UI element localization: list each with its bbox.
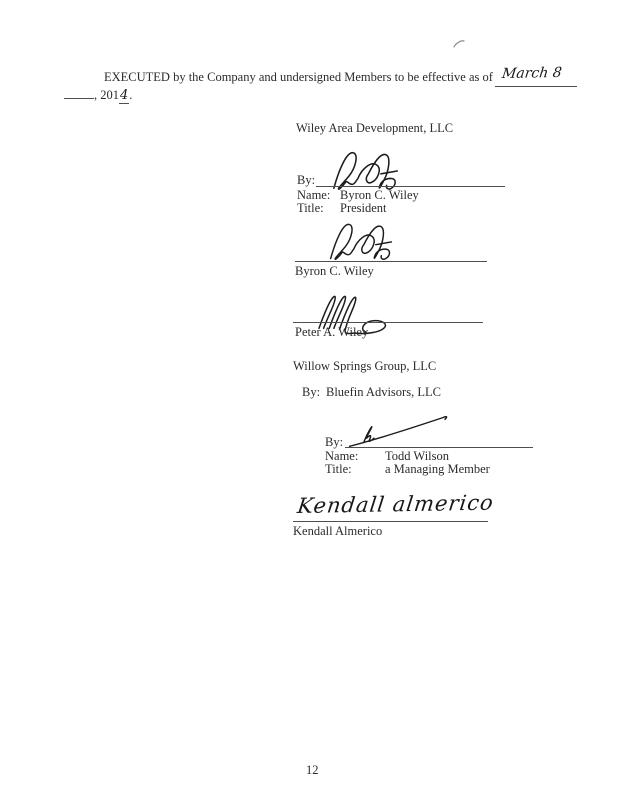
period: .: [129, 88, 133, 102]
title-value-todd: a Managing Member: [385, 462, 490, 476]
stray-ink-mark: [453, 39, 465, 49]
signature-kendall-almerico: Kendall almerico: [296, 490, 496, 518]
blank-underline: [64, 87, 94, 99]
execution-clause-line1: [104, 71, 493, 84]
company-name-willow: Willow Springs Group, LLC: [293, 359, 437, 373]
peter-signature-line: [293, 322, 483, 323]
title-row-wiley: [297, 202, 387, 215]
by-label: By:: [297, 173, 316, 187]
handwritten-year-digit: 4: [120, 88, 129, 103]
signature-byron-wiley-member: [327, 218, 419, 264]
title-row-todd: [325, 463, 490, 476]
kendall-signature-line: [293, 521, 488, 522]
printed-name-peter: Peter A. Wiley: [295, 325, 369, 339]
by-row-wiley: [297, 174, 315, 187]
name-value-todd: Todd Wilson: [385, 449, 450, 463]
execution-clause-line2: [64, 87, 132, 102]
company-name-wiley: Wiley Area Development, LLC: [296, 121, 454, 135]
signature-todd-wilson: [341, 413, 459, 449]
by-signature-line-todd: [345, 447, 533, 448]
by-label-todd: By:: [325, 435, 344, 449]
page-number: 12: [306, 763, 319, 777]
name-label: Name:: [297, 188, 331, 202]
byron-signature-line: [295, 261, 487, 262]
handwritten-date: March 8: [501, 64, 563, 82]
year-prefix: , 201: [94, 88, 119, 102]
date-underline: [495, 86, 577, 87]
printed-name-kendall: Kendall Almerico: [293, 524, 383, 538]
title-label: Title:: [297, 201, 324, 215]
by-label-willow: By:: [302, 385, 321, 399]
by-bluefin-row: [302, 386, 441, 399]
printed-name-byron: Byron C. Wiley: [295, 264, 374, 278]
by-signature-line-wiley: [316, 186, 505, 187]
name-value: Byron C. Wiley: [340, 188, 419, 202]
by-value-willow: Bluefin Advisors, LLC: [326, 385, 441, 399]
title-value: President: [340, 201, 387, 215]
name-label-todd: Name:: [325, 449, 359, 463]
title-label-todd: Title:: [325, 462, 352, 476]
execution-clause-text: EXECUTED by the Company and undersigned Members to be effective as of: [104, 70, 493, 84]
by-row-todd: [325, 436, 343, 449]
